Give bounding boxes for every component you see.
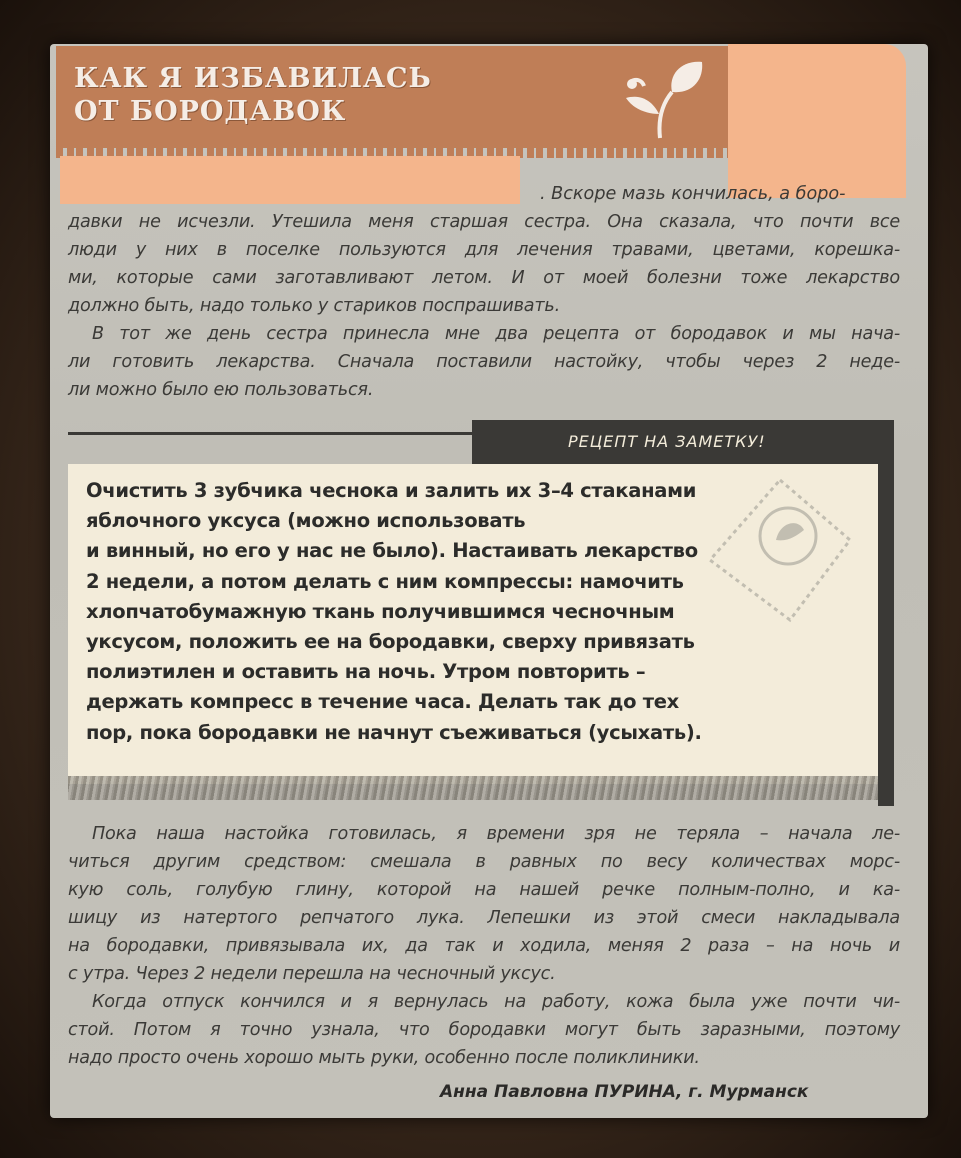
intro-line: В тот же день сестра принесла мне два рецепта от бородавок и мы нача- xyxy=(92,324,900,344)
intro-line: давки не исчезли. Утешила меня старшая сестра. Она сказала, что почти все xyxy=(68,212,900,232)
recipe-line: полиэтилен и оставить на ночь. Утром повторить – xyxy=(86,660,646,684)
intro-line: люди у них в поселке пользуются для лечения травами, цветами, корешка- xyxy=(68,240,900,260)
recipe-line: уксусом, положить ее на бородавки, сверху привязать xyxy=(86,630,695,654)
leaf-sprout-icon xyxy=(612,54,712,144)
body-line: Пока наша настойка готовилась, я времени зря не теряла – начала ле- xyxy=(92,824,900,844)
intro-line: ли готовить лекарства. Сначала поставили настойку, чтобы через 2 неде- xyxy=(68,352,900,372)
body-line: Когда отпуск кончился и я вернулась на работу, кожа была уже почти чи- xyxy=(92,992,900,1012)
body-line: стой. Потом я точно узнала, что бородавки могут быть заразными, поэтому xyxy=(68,1020,900,1040)
article-title xyxy=(74,62,594,128)
orange-highlight-block xyxy=(60,156,520,204)
body-line: с утра. Через 2 недели перешла на чесночный уксус. xyxy=(68,964,556,984)
intro-line: ми, которые сами заготавливают летом. И от моей болезни тоже лекарство xyxy=(68,268,900,288)
recipe-line: держать компресс в течение часа. Делать так до тех xyxy=(86,690,679,714)
recipe-text xyxy=(86,476,856,748)
recipe-line: яблочного уксуса (можно использовать xyxy=(86,509,526,533)
recipe-box-shadow xyxy=(878,466,894,806)
recipe-line: Очистить 3 зубчика чеснока и залить их 3–4 стаканами xyxy=(86,479,697,502)
intro-line: должно быть, надо только у стариков поспрашивать. xyxy=(68,296,560,316)
recipe-torn-edge xyxy=(68,776,878,800)
body-line: кую соль, голубую глину, которой на нашей речке полным-полно, и ка- xyxy=(68,880,900,900)
recipe-line: пор, пока бородавки не начнут съеживаться (усыхать). xyxy=(86,720,702,744)
recipe-line: 2 недели, а потом делать с ним компрессы: намочить xyxy=(86,569,684,593)
body-line: на бородавки, привязывала их, да так и ходила, меняя 2 раза – на ночь и xyxy=(68,936,900,956)
intro-paragraph xyxy=(68,208,900,404)
title-line-1: КАК Я ИЗБАВИЛАСЬ xyxy=(74,63,432,94)
recipe-rule xyxy=(68,432,476,435)
recipe-label: РЕЦЕПТ НА ЗАМЕТКУ! xyxy=(568,432,766,451)
body-line: шицу из натертого репчатого лука. Лепешки из этой смеси накладывала xyxy=(68,908,900,928)
author-signature: Анна Павловна ПУРИНА, г. Мурманск xyxy=(440,1082,809,1102)
orange-highlight-tab xyxy=(728,44,906,198)
recipe-line: и винный, но его у нас не было). Настаивать лекарство xyxy=(86,539,698,563)
intro-line: ли можно было ею пользоваться. xyxy=(68,380,374,400)
title-line-2: ОТ БОРОДАВОК xyxy=(74,96,347,127)
intro-first-fragment: . Вскоре мазь кончилась, а боро- xyxy=(540,184,846,204)
body-paragraph xyxy=(68,820,900,1072)
body-line: надо просто очень хорошо мыть руки, особенно после поликлиники. xyxy=(68,1048,700,1068)
recipe-line: хлопчатобумажную ткань получившимся чесночным xyxy=(86,599,675,623)
body-line: читься другим средством: смешала в равных по весу количествах морс- xyxy=(68,852,900,872)
